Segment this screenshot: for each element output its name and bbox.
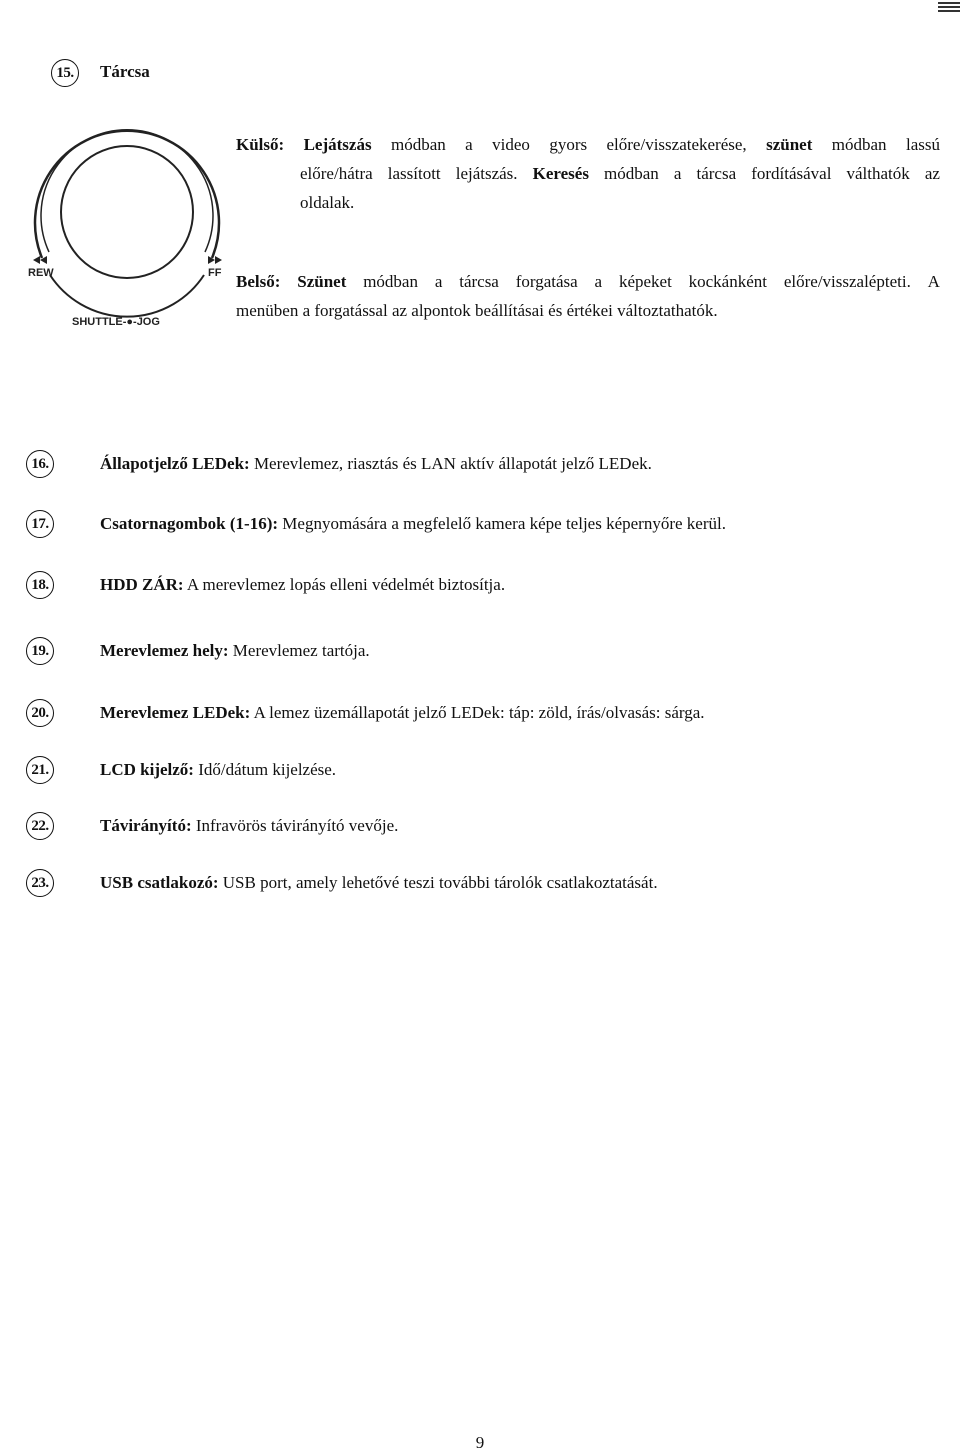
item-number-badge-16: 16.	[26, 450, 54, 478]
corner-crop-mark	[938, 0, 960, 14]
jog-shuttle-dial-figure	[22, 100, 232, 335]
list-item-23: USB csatlakozó: USB port, amely lehetővé teszi további tárolók csatlakoztatását.	[100, 873, 658, 892]
rewind-icon	[33, 256, 47, 264]
item-number-badge-17: 17.	[26, 510, 54, 538]
item-number-badge-15: 15.	[51, 59, 79, 87]
outer-row-1: Külső: Lejátszás módban a video gyors előre/visszatekerése, szünet módban lassú	[236, 135, 940, 154]
item-number-badge-20: 20.	[26, 699, 54, 727]
shuttle-jog-label: SHUTTLE-●-JOG	[72, 316, 160, 328]
inner-row-2: menüben a forgatással az alpontok beállításai és értékei változtathatók.	[236, 301, 718, 320]
inner-dial-description	[236, 267, 940, 325]
list-item-20: Merevlemez LEDek: A lemez üzemállapotát jelző LEDek: táp: zöld, írás/olvasás: sárga.	[100, 703, 705, 722]
list-item-17: Csatornagombok (1-16): Megnyomására a megfelelő kamera képe teljes képernyőre kerül.	[100, 514, 726, 533]
outer-row-2: előre/hátra lassított lejátszás. Keresés módban a tárcsa fordításával válthatók az	[300, 164, 940, 183]
rew-label: REW	[28, 267, 54, 279]
item-number-badge-21: 21.	[26, 756, 54, 784]
fast-forward-icon	[208, 256, 222, 264]
list-item-16: Állapotjelző LEDek: Merevlemez, riasztás és LAN aktív állapotát jelző LEDek.	[100, 454, 652, 473]
item-number-badge-19: 19.	[26, 637, 54, 665]
item-number-badge-22: 22.	[26, 812, 54, 840]
inner-row-1: Belső: Szünet módban a tárcsa forgatása a képeket kockánként előre/visszalépteti. A	[236, 272, 940, 291]
page-number: 9	[475, 1433, 485, 1452]
item-number-badge-18: 18.	[26, 571, 54, 599]
list-item-22: Távirányító: Infravörös távirányító vevője.	[100, 816, 399, 835]
outer-dial-description	[236, 130, 940, 217]
ff-label: FF	[208, 267, 222, 279]
outer-row-3: oldalak.	[300, 193, 355, 212]
list-item-21: LCD kijelző: Idő/dátum kijelzése.	[100, 760, 337, 779]
item-number-badge-23: 23.	[26, 869, 54, 897]
section-title: Tárcsa	[100, 62, 150, 81]
list-item-19: Merevlemez hely: Merevlemez tartója.	[100, 641, 370, 660]
list-item-18: HDD ZÁR: A merevlemez lopás elleni védelmét biztosítja.	[100, 575, 506, 594]
inner-jog-wheel-icon	[61, 146, 193, 278]
